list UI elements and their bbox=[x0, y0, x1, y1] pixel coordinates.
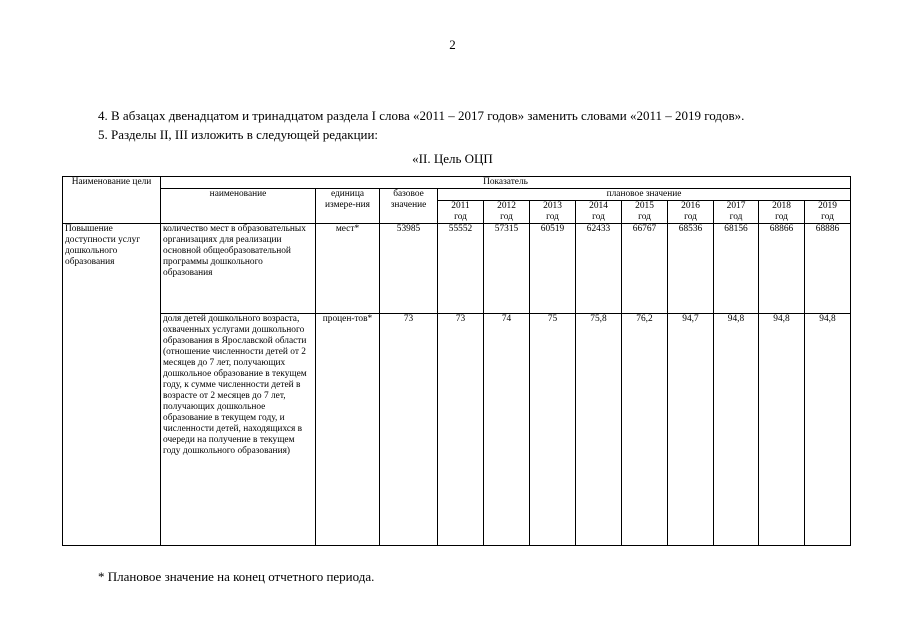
value-cell: 73 bbox=[438, 314, 484, 546]
base-value-cell: 73 bbox=[380, 314, 438, 546]
section-title: «II. Цель ОЦП bbox=[412, 151, 493, 166]
header-year-word: год bbox=[668, 212, 714, 224]
paragraph-item-4: 4. В абзацах двенадцатом и тринадцатом раздела I слова «2011 – 2017 годов» заменить словами «2011 – 2019 годов». bbox=[98, 108, 745, 123]
value-cell: 76,2 bbox=[622, 314, 668, 546]
header-year: 2018 bbox=[759, 201, 805, 213]
header-year-word: год bbox=[484, 212, 530, 224]
header-year: 2013 bbox=[530, 201, 576, 213]
header-year: 2014 bbox=[576, 201, 622, 213]
header-year: 2015 bbox=[622, 201, 668, 213]
value-cell: 62433 bbox=[576, 224, 622, 314]
value-cell: 68886 bbox=[805, 224, 851, 314]
unit-cell: процен-тов* bbox=[316, 314, 380, 546]
value-cell: 55552 bbox=[438, 224, 484, 314]
header-unit: единица измере-ния bbox=[316, 189, 380, 224]
header-year-word: год bbox=[622, 212, 668, 224]
header-year: 2012 bbox=[484, 201, 530, 213]
header-year-word: год bbox=[438, 212, 484, 224]
header-year: 2019 bbox=[805, 201, 851, 213]
header-goal-name: Наименование цели bbox=[63, 177, 161, 224]
unit-cell: мест* bbox=[316, 224, 380, 314]
value-cell: 74 bbox=[484, 314, 530, 546]
table-header-row-1 bbox=[63, 177, 851, 189]
value-cell: 94,8 bbox=[805, 314, 851, 546]
value-cell: 68156 bbox=[714, 224, 759, 314]
table-header-row-2 bbox=[63, 189, 851, 201]
page-number: 2 bbox=[449, 37, 456, 52]
header-year: 2017 bbox=[714, 201, 759, 213]
value-cell: 68536 bbox=[668, 224, 714, 314]
value-cell: 94,8 bbox=[759, 314, 805, 546]
value-cell: 57315 bbox=[484, 224, 530, 314]
table-row bbox=[63, 314, 851, 546]
base-value-cell: 53985 bbox=[380, 224, 438, 314]
value-cell: 94,8 bbox=[714, 314, 759, 546]
indicator-name-cell: количество мест в образовательных организациях для реализации основной общеобразовательной программы дошкольного образования bbox=[161, 224, 316, 314]
header-year-word: год bbox=[576, 212, 622, 224]
table-row bbox=[63, 224, 851, 314]
header-planned: плановое значение bbox=[438, 189, 851, 201]
goal-indicator-table bbox=[62, 176, 851, 546]
value-cell: 75,8 bbox=[576, 314, 622, 546]
header-year-word: год bbox=[714, 212, 759, 224]
header-year-word: год bbox=[759, 212, 805, 224]
value-cell: 66767 bbox=[622, 224, 668, 314]
value-cell: 68866 bbox=[759, 224, 805, 314]
header-base: базовое значение bbox=[380, 189, 438, 224]
goal-cell: Повышение доступности услуг дошкольного образования bbox=[63, 224, 161, 546]
header-year: 2011 bbox=[438, 201, 484, 213]
value-cell: 75 bbox=[530, 314, 576, 546]
header-year-word: год bbox=[805, 212, 851, 224]
value-cell: 60519 bbox=[530, 224, 576, 314]
indicator-name-cell: доля детей дошкольного возраста, охваченных услугами дошкольного образования в Ярославской области (отношение численности детей от 2 месяцев до 7 лет, получающих дошкольное образование в текущем году, к сумме численности детей в возрасте от 2 месяцев до 7 лет, получающих дошкольное образование в текущем году, и численности детей, находящихся в очереди на получение в текущем году дошкольного образования) bbox=[161, 314, 316, 546]
footnote: * Плановое значение на конец отчетного периода. bbox=[98, 569, 375, 584]
header-year-word: год bbox=[530, 212, 576, 224]
header-year: 2016 bbox=[668, 201, 714, 213]
value-cell: 94,7 bbox=[668, 314, 714, 546]
paragraph-item-5: 5. Разделы II, III изложить в следующей редакции: bbox=[98, 127, 379, 142]
header-indicator: Показатель bbox=[161, 177, 851, 189]
header-name: наименование bbox=[161, 189, 316, 224]
